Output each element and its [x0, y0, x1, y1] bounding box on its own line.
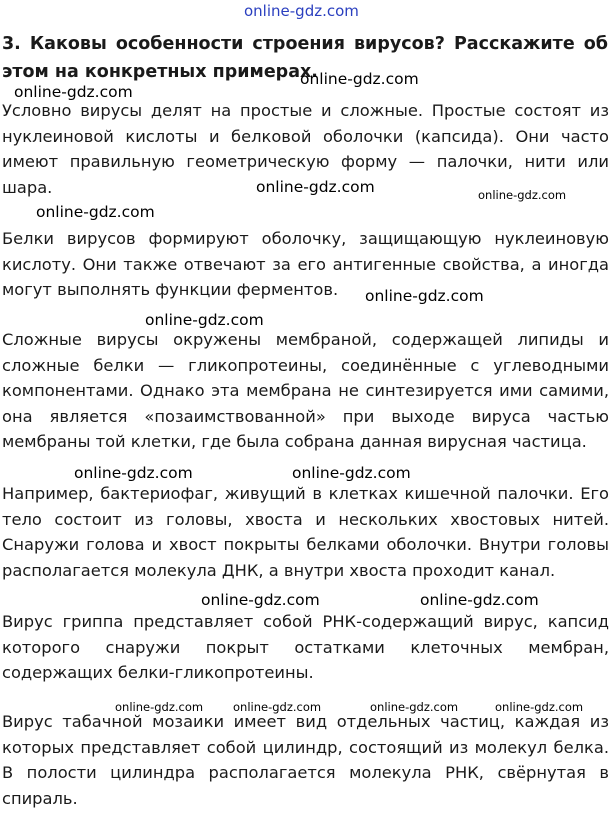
- watermark: online-gdz.com: [478, 188, 567, 202]
- watermark: online-gdz.com: [233, 700, 322, 714]
- watermark: online-gdz.com: [365, 287, 484, 305]
- watermark: online-gdz.com: [420, 591, 539, 609]
- watermark: online-gdz.com: [74, 464, 193, 482]
- paragraph-complex-viruses: Сложные вирусы окружены мембраной, содержащей липиды и сложные белки — гликопротеины, соединённые с углеводными компонентами. Однако эта мембрана не синтезируется ими самими, она является «позаимствованной» при выходе вируса частью мембраны той клетки, где была собрана данная вирусная частица.: [2, 330, 609, 451]
- watermark: online-gdz.com: [292, 464, 411, 482]
- paragraph-bacteriophage: Например, бактериофаг, живущий в клетках кишечной палочки. Его тело состоит из головы, хвоста и нескольких хвостовых нитей. Снаружи голова и хвост покрыты белками оболочки. Внутри головы располагается молекула ДНК, а внутри хвоста проходит канал.: [2, 484, 609, 580]
- paragraph-influenza: Вирус гриппа представляет собой РНК-содержащий вирус, капсид которого снаружи покрыт остатками клеточных мембран, содержащих белки-гликопротеины.: [2, 612, 609, 682]
- watermark: online-gdz.com: [201, 591, 320, 609]
- watermark: online-gdz.com: [115, 700, 204, 714]
- watermark: online-gdz.com: [300, 70, 419, 88]
- question-heading: 3. Каковы особенности строения вирусов? Расскажите об этом на конкретных примерах.: [2, 34, 608, 82]
- paragraph-proteins: Белки вирусов формируют оболочку, защищающую нуклеиновую кислоту. Они также отвечают за его антигенные свойства, а иногда могут выполнять функции ферментов.: [2, 229, 609, 299]
- paragraph-tobacco-mosaic: Вирус табачной мозаики имеет вид отдельных частиц, каждая из которых представляет собой цилиндр, состоящий из молекул белка. В полости цилиндра располагается молекула РНК, свёрнутая в спираль.: [2, 712, 609, 808]
- watermark: online-gdz.com: [495, 700, 584, 714]
- watermark: online-gdz.com: [370, 700, 459, 714]
- watermark: online-gdz.com: [256, 178, 375, 196]
- watermark: online-gdz.com: [145, 311, 264, 329]
- watermark-top: online-gdz.com: [244, 2, 359, 20]
- paragraph-simple-complex: Условно вирусы делят на простые и сложные. Простые состоят из нуклеиновой кислоты и белковой оболочки (капсида). Они часто имеют правильную геометрическую форму — палочки, нити или шара.: [2, 101, 609, 197]
- watermark: online-gdz.com: [36, 203, 155, 221]
- watermark: online-gdz.com: [14, 83, 133, 101]
